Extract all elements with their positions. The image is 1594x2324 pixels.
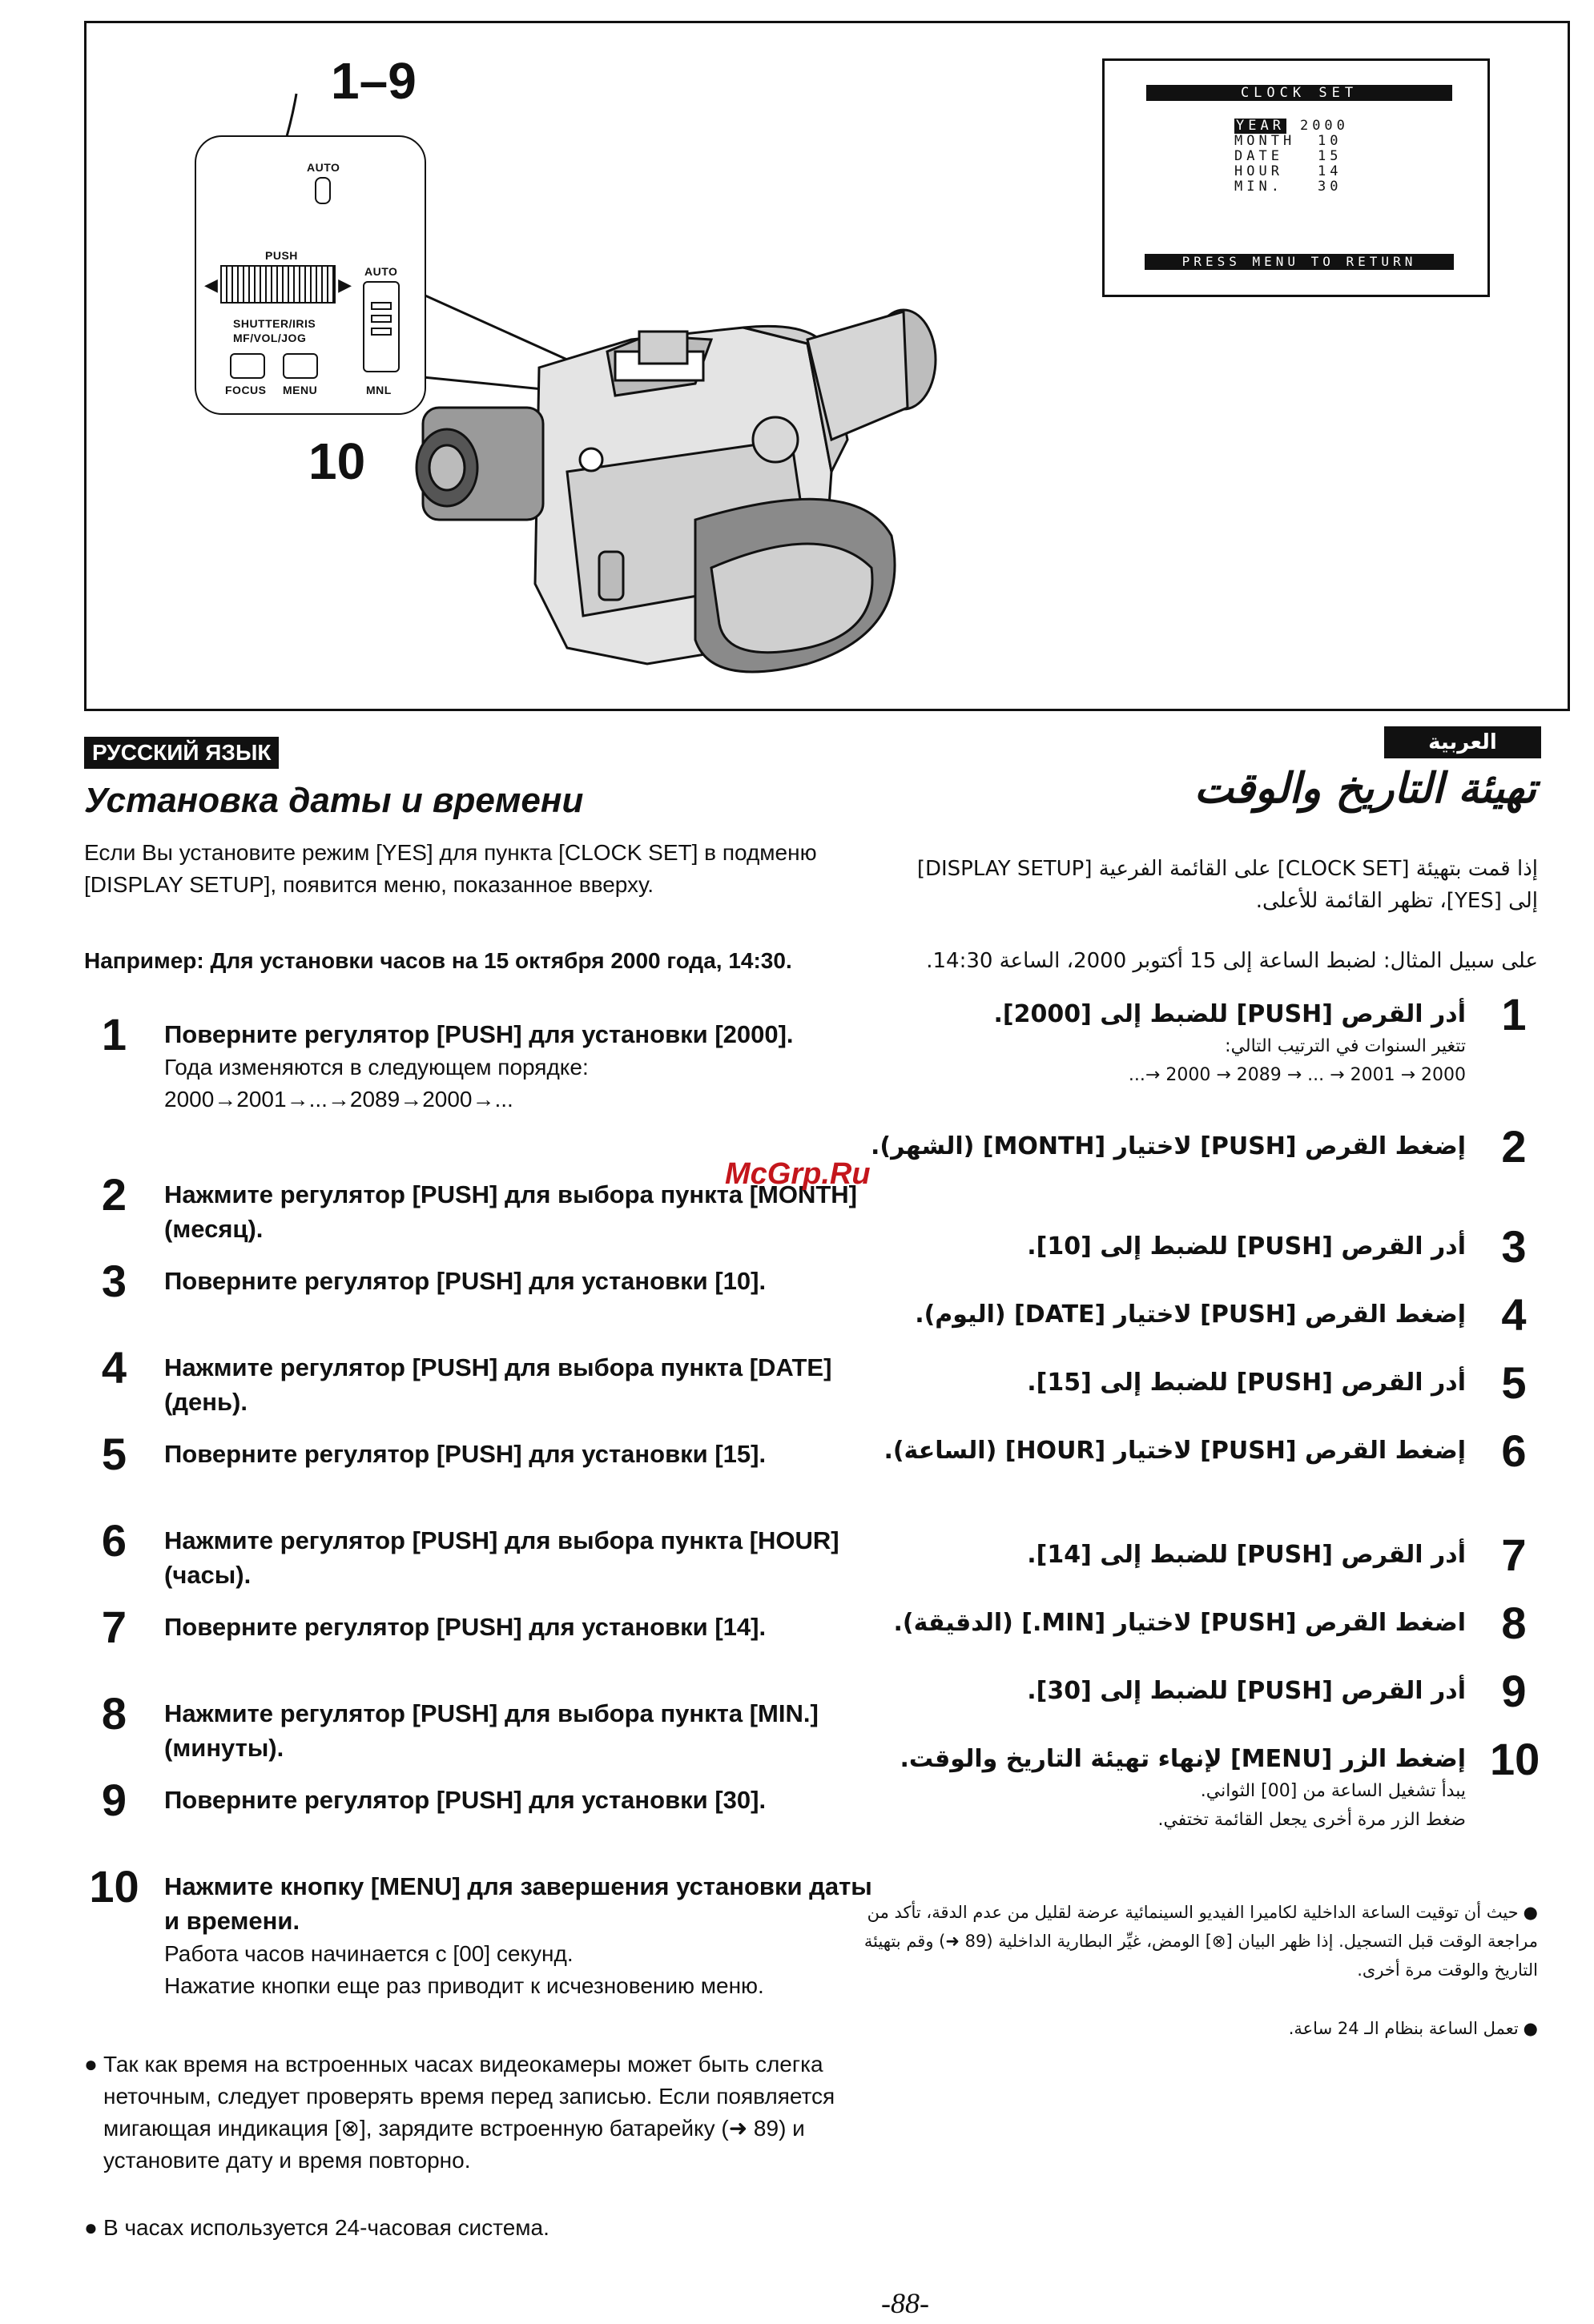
page-number: -88- [881,2287,929,2319]
step-note: 2000 → 2001 → ... → 2089 → 2000 →... [1128,1065,1466,1085]
clock-row-label: DATE [1234,148,1283,164]
bullet-icon: ● [1523,1903,1538,1922]
note-bullet-arabic [857,2014,1538,2043]
focus-button[interactable] [230,353,265,379]
step-instruction: Нажмите регулятор [PUSH] для выбора пункта [DATE] (день). [164,1353,832,1416]
step-number: 5 [101,1429,127,1479]
clock-set-title: CLOCK SET [1146,85,1452,101]
clock-row-min [1234,179,1342,195]
step-instruction: Поверните регулятор [PUSH] для установки [15]. [164,1440,767,1468]
step-instruction: أدر القرص [PUSH] للضبط إلى [2000]. [993,1000,1466,1028]
step-instruction: Нажмите кнопку [MENU] для завершения установки даты и времени. [164,1872,872,1935]
step-number: 6 [101,1515,127,1566]
step-number: 8 [101,1688,127,1739]
camcorder-body [417,310,936,672]
step-instruction: أدر القرص [PUSH] للضبط إلى [30]. [1027,1677,1466,1705]
example-russian [84,945,869,977]
step-instruction: أدر القرص [PUSH] للضبط إلى [14]. [1027,1541,1466,1569]
step-instruction: أدر القرص [PUSH] للضبط إلى [15]. [1027,1369,1466,1397]
step-number: 6 [1501,1425,1527,1476]
step-instruction: إضغط القرص [PUSH] لاختيار [DATE] (اليوم). [915,1301,1466,1329]
language-badge-arabic: العربية [1384,726,1541,758]
bullet-text: Так как время на встроенных часах видеокамеры может быть слегка неточным, следует проверять время перед записью. Если появляется мигающая индикация [⊗], зарядите встроенную батарейку (➜ 89) и установите дату и время повторно. [103,2052,835,2173]
auto-label: AUTO [307,161,340,174]
clock-row-year [1234,119,1349,134]
step-instruction: إضغط القرص [PUSH] لاختيار [MONTH] (الشهر). [870,1132,1466,1160]
bullet-icon: ● [84,2215,98,2240]
push-label: PUSH [265,249,298,262]
example-text: Для установки часов на 15 октября 2000 года, 14:30. [210,948,792,973]
step-instruction: إضغط القرص [PUSH] لاختيار [HOUR] (الساعة). [884,1437,1466,1465]
clock-row-label: MIN. [1234,179,1283,195]
clock-row-value: 14 [1318,163,1342,179]
clock-row-date [1234,149,1342,164]
step-number: 9 [101,1775,127,1825]
step-instruction: اضغط القرص [PUSH] لاختيار [MIN.] (الدقيقة). [893,1609,1466,1637]
watermark: McGrp.Ru [725,1157,871,1191]
step-instruction: Поверните регулятор [PUSH] для установки [30]. [164,1786,767,1814]
bullet-text: حيث أن توقيت الساعة الداخلية لكاميرا الفيديو السينمائية عرضة لقليل من عدم الدقة، تأكد من مراجعة الوقت قبل التسجيل. إذا ظهر البيان [⊗] الومض، غيِّر البطارية الداخلية (89 ➜) وقم بتهيئة التاريخ والوقت مرة أخرى. [863,1903,1538,1980]
step-number: 2 [101,1169,127,1220]
mnl-label: MNL [366,384,392,396]
right-arrow-icon: ▶ [338,275,352,295]
auto-mnl-switch[interactable] [363,281,400,372]
step-number: 3 [101,1256,127,1306]
step-instruction: Поверните регулятор [PUSH] для установки [10]. [164,1267,767,1295]
step-number: 4 [1501,1289,1527,1340]
bullet-icon: ● [1523,2019,1538,2038]
focus-label: FOCUS [225,384,267,396]
auto-lock-slider[interactable] [315,177,331,204]
illustration-frame [84,21,1570,711]
shutter-iris-label: SHUTTER/IRIS [233,317,316,330]
step-number: 1 [1501,989,1527,1039]
step-number: 10 [1490,1734,1540,1784]
clock-row-value: 10 [1318,133,1342,149]
section-title-arabic: تهيئة التاريخ والوقت [1193,765,1536,813]
step-number: 1 [101,1009,127,1059]
intro-paragraph-arabic: إذا قمت بتهيئة [CLOCK SET] على القائمة الفرعية [DISPLAY SETUP] إلى [YES]، تظهر القائمة للأعلى. [916,857,1538,913]
step-note: Работа часов начинается с [00] секунд. [164,1941,574,1966]
mf-vol-jog-label: MF/VOL/JOG [233,332,307,344]
clock-row-value: 30 [1318,179,1342,195]
menu-label: MENU [283,384,318,396]
step-note: Нажатие кнопки еще раз приводит к исчезновению меню. [164,1973,764,1998]
bullet-text: В часах используется 24-часовая система. [103,2215,549,2240]
step-number: 5 [1501,1357,1527,1408]
section-title-russian: Установка даты и времени [84,781,584,820]
clock-set-footer: PRESS MENU TO RETURN [1145,254,1454,270]
clock-row-label: MONTH [1234,133,1296,149]
step-number: 2 [1501,1121,1527,1172]
step-note: ضغط الزر مرة أخرى يجعل القائمة تختفي. [1157,1810,1466,1830]
step-instruction: Нажмите регулятор [PUSH] для выбора пункта [MONTH] (месяц). [164,1180,857,1243]
step-number: 9 [1501,1666,1527,1716]
step-number: 7 [101,1602,127,1652]
step-note: تتغير السنوات في الترتيب التالي: [1225,1036,1466,1056]
step-instruction: Нажмите регулятор [PUSH] для выбора пункта [MIN.] (минуты). [164,1699,819,1762]
clock-row-label: HOUR [1234,163,1283,179]
language-badge-russian: РУССКИЙ ЯЗЫК [84,737,279,769]
clock-row-value: 15 [1318,148,1342,164]
menu-button[interactable] [283,353,318,379]
step-number: 10 [89,1861,139,1912]
auto-switch-label: AUTO [364,265,398,278]
clock-row-value: 2000 [1299,118,1349,134]
bullet-icon: ● [84,2052,98,2077]
step-number: 4 [101,1342,127,1393]
step-instruction: Поверните регулятор [PUSH] для установки [14]. [164,1613,767,1641]
clock-row-hour [1234,164,1342,179]
step-number: 3 [1501,1221,1527,1272]
step-note: Года изменяются в следующем порядке: [164,1055,589,1080]
note-bullet-arabic [857,1898,1538,1984]
step-number: 7 [1501,1530,1527,1580]
example-label: Например: [84,948,204,973]
step-instruction: Нажмите регулятор [PUSH] для выбора пункта [HOUR] (часы). [164,1526,839,1589]
step-instruction: إضغط الزر [MENU] لإنهاء تهيئة التاريخ والوقت. [900,1745,1466,1773]
clock-row-label: YEAR [1236,118,1285,134]
example-arabic: على سبيل المثال: لضبط الساعة إلى 15 أكتوبر 2000، الساعة 14:30. [926,949,1538,973]
left-arrow-icon: ◀ [204,275,218,295]
step-number: 8 [1501,1598,1527,1648]
clock-row-month [1234,134,1342,149]
callout-step-10: 10 [308,432,366,490]
step-note: يبدأ تشغيل الساعة من [00] الثواني. [1200,1781,1466,1801]
control-panel-closeup [195,135,426,415]
clock-set-screen [1102,58,1490,297]
intro-paragraph-russian: Если Вы установите режим [YES] для пункта [CLOCK SET] в подменю [DISPLAY SETUP], появится меню, показанное вверху. [84,840,817,897]
step-instruction: Поверните регулятор [PUSH] для установки [2000]. [164,1020,794,1048]
step-instruction: أدر القرص [PUSH] للضبط إلى [10]. [1027,1232,1466,1261]
push-jog-dial[interactable] [204,265,352,304]
callout-steps-1-9: 1–9 [331,52,417,110]
bullet-text: تعمل الساعة بنظام الـ 24 ساعة. [1288,2019,1519,2038]
step-note: 2000→2001→...→2089→2000→... [164,1087,513,1112]
